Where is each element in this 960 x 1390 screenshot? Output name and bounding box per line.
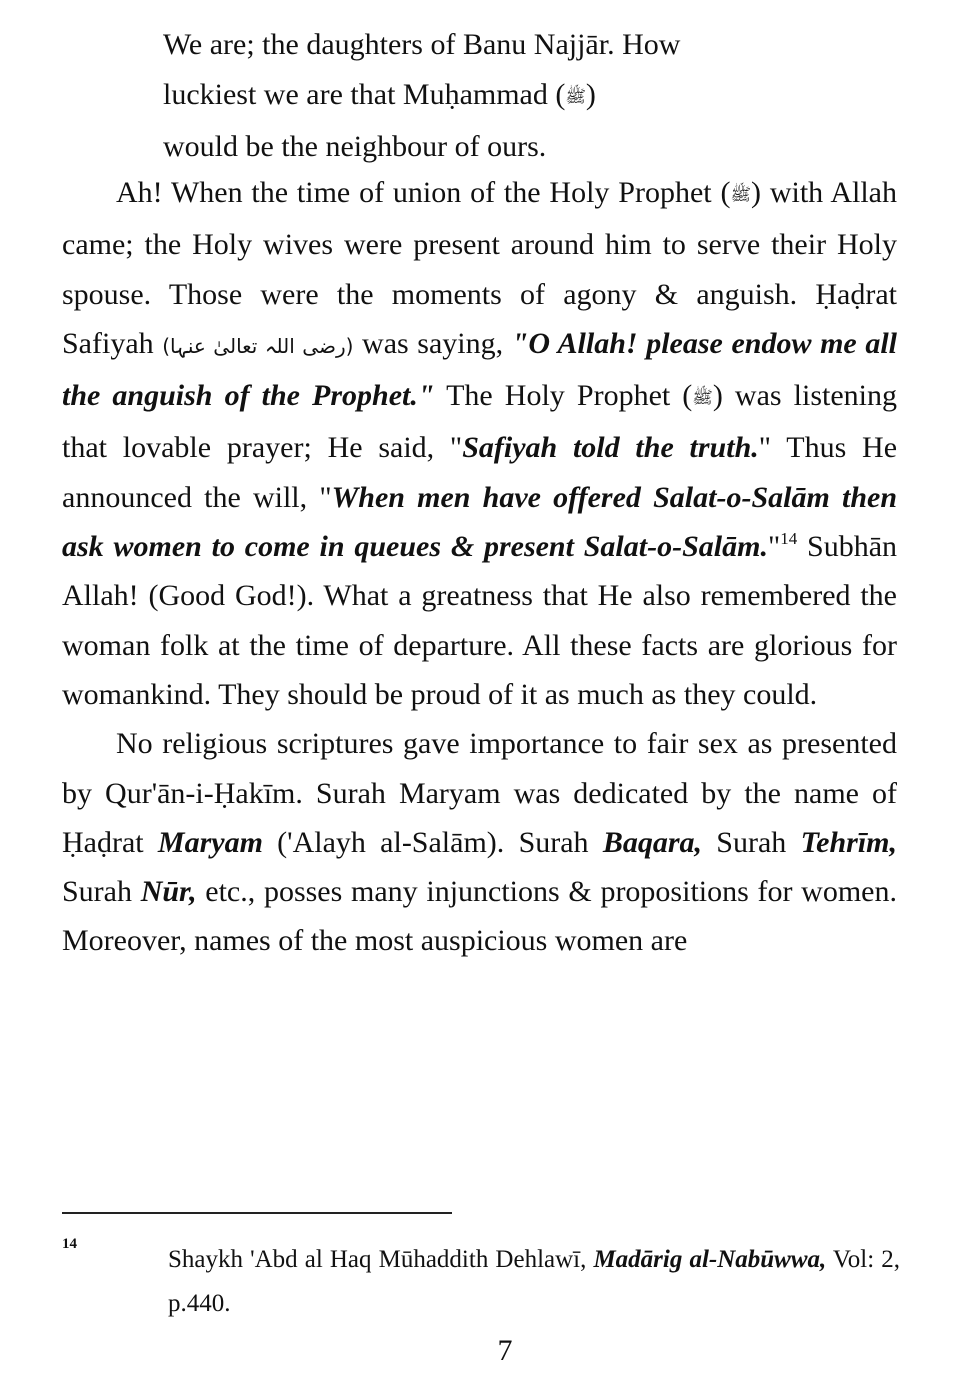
salawat-symbol: ﷺ <box>565 86 586 107</box>
paragraph-2 <box>62 719 897 965</box>
verse-line-2-text: luckiest we are that Muḥammad ( <box>163 77 566 111</box>
footnote-author: Shaykh 'Abd al Haq Mūhaddith Dehlawī, <box>168 1246 594 1273</box>
p2-text-4: Surah <box>62 875 141 909</box>
footnote-marker: 14 <box>62 1236 77 1252</box>
quote-prayer: "O Allah! please endow me all the anguish of the Prophet." <box>62 326 897 413</box>
p2-text-5: etc., posses many injunctions & propositions for women. Moreover, names of the most auspicious women are <box>62 875 897 958</box>
surah-baqara: Baqara, <box>602 825 703 859</box>
p1-text-3: was saying, <box>353 326 512 360</box>
quote-truth: Safiyah told the truth. <box>462 431 759 465</box>
verse-block <box>163 20 788 172</box>
p1-text-2: ) with Allah came; the Holy wives were present around him to serve their Holy spouse. Those were the moments of agony & anguish. Ḥaḍrat Safiyah <box>62 176 897 360</box>
salawat-symbol: ﷺ <box>730 185 751 205</box>
quote-will: When men have offered Salat-o-Salām then ask women to come in queues & present Salat-o-Salām. <box>62 480 898 564</box>
footnote-citation: Vol: 2, p.440. <box>168 1246 900 1317</box>
p1-text-6: " Thus He announced the will, " <box>62 431 898 514</box>
surah-tehrim: Tehrīm, <box>800 825 897 859</box>
verse-line-2-close: ) <box>585 77 596 111</box>
main-text <box>62 168 897 966</box>
maryam-name: Maryam <box>157 825 263 859</box>
p1-text-1: Ah! When the time of union of the Holy Prophet ( <box>116 176 731 209</box>
footnote-book-title: Madārig al-Nabūwwa, <box>593 1246 827 1273</box>
p2-text-1: No religious scriptures gave importance to fair sex as presented by Qur'ān-i-Ḥakīm. Surah Maryam was dedicated by the name of Ḥaḍrat <box>62 727 897 859</box>
p1-text-5: ) was listening that lovable prayer; He said, " <box>62 379 897 465</box>
p1-text-7: " <box>767 530 781 564</box>
verse-line-3: would be the neighbour of ours. <box>163 130 547 163</box>
p1-text-8: Subhān Allah! (Good God!). What a greatness that He also remembered the woman folk at the time of departure. All these facts are glorious for womankind. They should be proud of it as much as they could. <box>62 530 898 711</box>
verse-line-1: We are; the daughters of Banu Najjār. How <box>163 28 681 61</box>
footnote-text <box>168 1238 900 1326</box>
footnote-reference[interactable]: 14 <box>780 529 798 549</box>
salawat-symbol: ﷺ <box>692 388 713 409</box>
footnote-divider <box>62 1212 452 1214</box>
p2-text-3: Surah <box>702 825 801 859</box>
arabic-honorific: (رضی اللہ تعالیٰ عنہا) <box>162 333 354 358</box>
surah-nur: Nūr, <box>140 875 197 909</box>
paragraph-1 <box>62 168 897 719</box>
verse-line-2 <box>163 70 788 123</box>
p1-text-4: The Holy Prophet ( <box>434 379 693 413</box>
page-number: 7 <box>497 1334 513 1367</box>
p2-text-2: ('Alayh al-Salām). Surah <box>262 825 603 859</box>
